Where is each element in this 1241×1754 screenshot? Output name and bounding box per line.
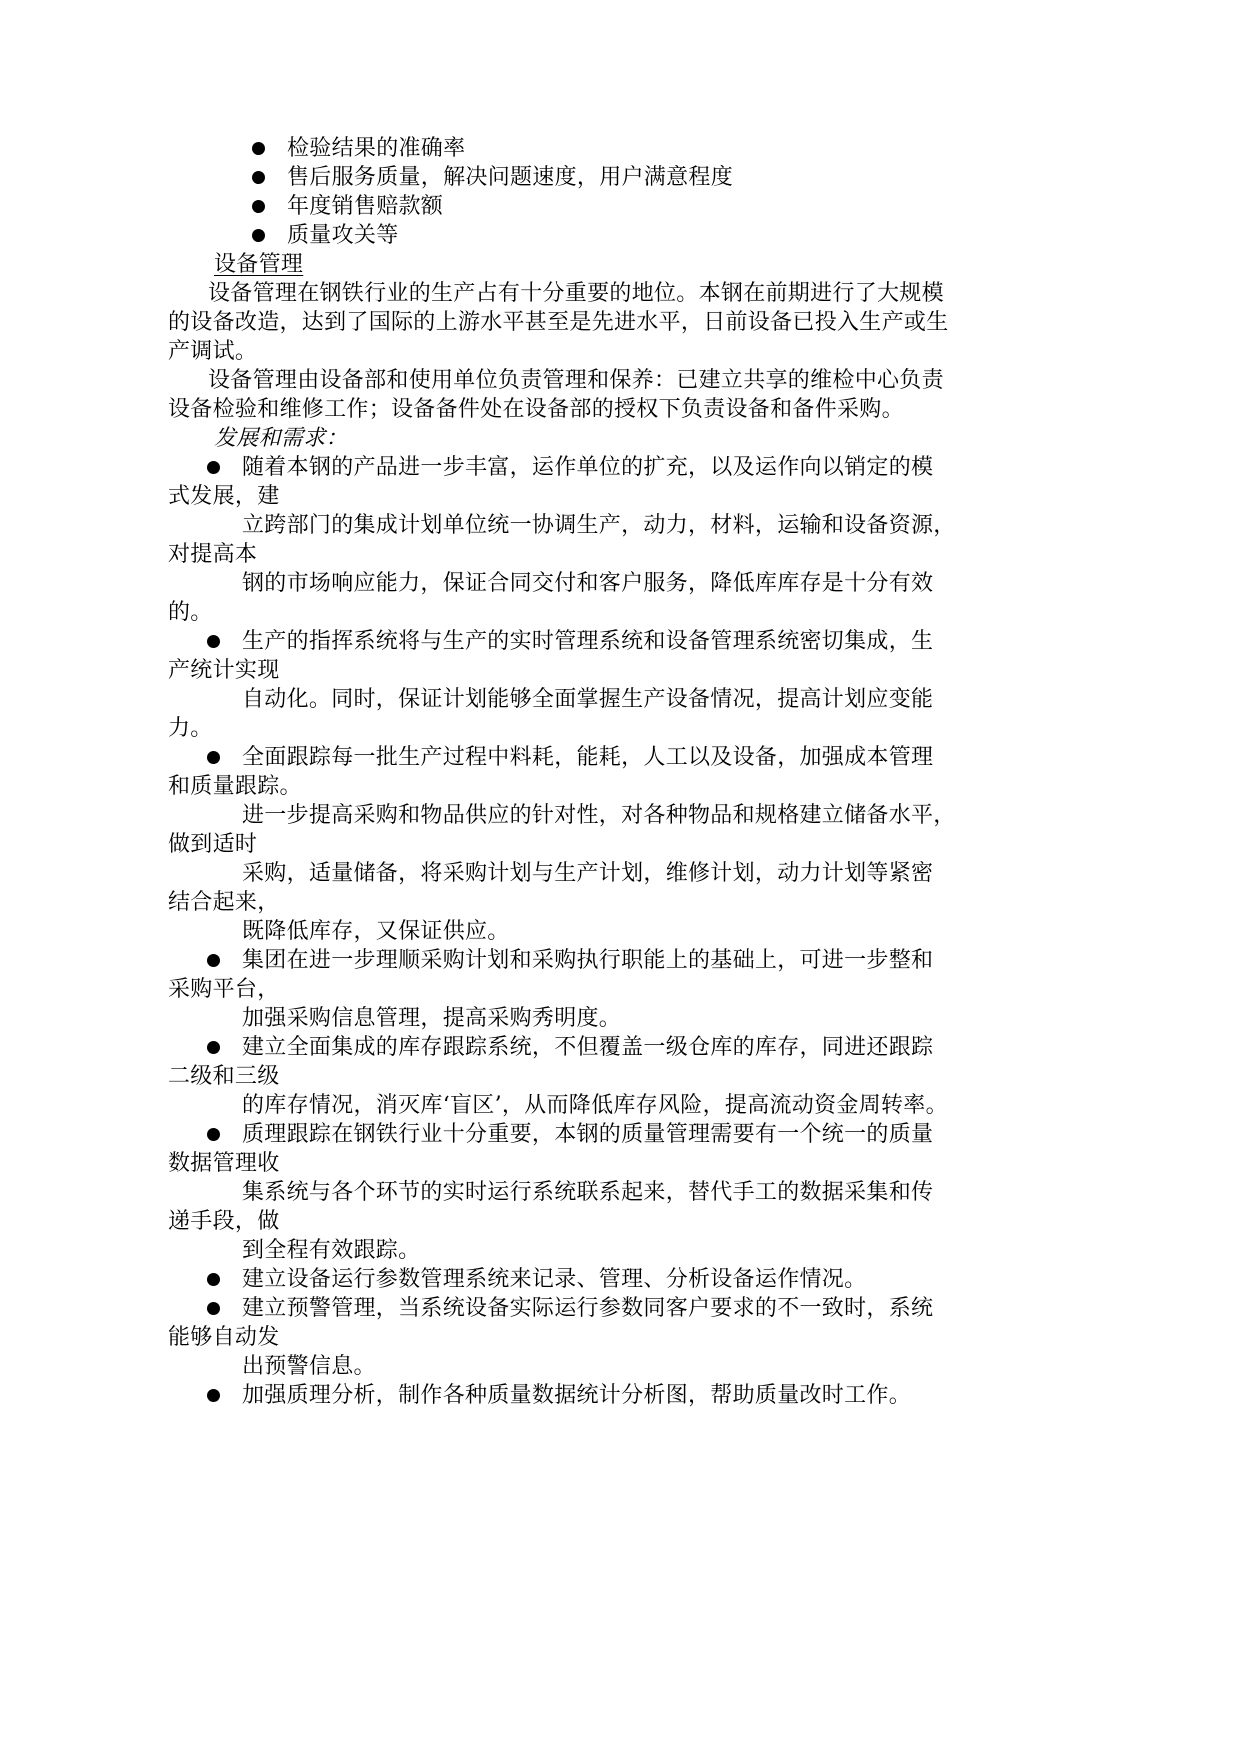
- list-item-text: 检验结果的准确率: [287, 136, 466, 161]
- list-item: [0, 946, 1241, 975]
- list-item: [0, 1294, 1241, 1323]
- list-item-text: 售后服务质量，解决问题速度，用户满意程度: [287, 165, 734, 190]
- list-item-text: 生产的指挥系统将与生产的实时管理系统和设备管理系统密切集成，生: [242, 629, 934, 654]
- list-item: [0, 221, 1241, 250]
- paragraph: [0, 279, 1241, 366]
- subheading: 发展和需求：: [214, 426, 348, 451]
- list-item-wrap-line: 产统计实现: [168, 658, 280, 683]
- bullet-icon: [207, 1041, 220, 1054]
- list-item-wrap-line: 递手段，做: [168, 1209, 280, 1234]
- paragraph-line: 设备管理在钢铁行业的生产占有十分重要的地位。本钢在前期进行了大规模: [208, 281, 944, 306]
- list-item-indented-line: 既降低库存，又保证供应。: [242, 919, 510, 944]
- list-item: [0, 627, 1241, 656]
- list-item-indented-line: 出预警信息。: [242, 1354, 376, 1379]
- list-item-indented-line: 钢的市场响应能力，保证合同交付和客户服务，降低库库存是十分有效: [242, 571, 934, 596]
- list-item-wrap-line: 对提高本: [168, 542, 258, 567]
- list-item-indented-line: 加强采购信息管理，提高采购秀明度。: [242, 1006, 622, 1031]
- list-item-indented-line: 立跨部门的集成计划单位统一协调生产，动力，材料，运输和设备资源，: [242, 513, 956, 538]
- list-item-wrap-line: 做到适时: [168, 832, 258, 857]
- needs-item: [0, 453, 1241, 627]
- needs-list: [0, 453, 1241, 1410]
- list-item-wrap-line: 二级和三级: [168, 1064, 280, 1089]
- bullet-icon: [207, 1389, 220, 1402]
- needs-item: [0, 1381, 1241, 1410]
- bullet-icon: [207, 461, 220, 474]
- list-item: [0, 134, 1241, 163]
- list-item-wrap-line: 式发展，建: [168, 484, 280, 509]
- list-item-text: 质理跟踪在钢铁行业十分重要，本钢的质量管理需要有一个统一的质量: [242, 1122, 934, 1147]
- list-item: [0, 743, 1241, 772]
- list-item: [0, 163, 1241, 192]
- needs-item: [0, 1033, 1241, 1120]
- paragraph-line: 的设备改造，达到了国际的上游水平甚至是先进水平，日前设备已投入生产或生: [168, 310, 949, 335]
- list-item-wrap-line: 数据管理收: [168, 1151, 280, 1176]
- list-item-text: 全面跟踪每一批生产过程中料耗，能耗，人工以及设备，加强成本管理: [242, 745, 934, 770]
- list-item-wrap-line: 采购平台，: [168, 977, 280, 1002]
- list-item-indented-line: 自动化。同时，保证计划能够全面掌握生产设备情况，提高计划应变能: [242, 687, 934, 712]
- list-item-indented-line: 进一步提高采购和物品供应的针对性，对各种物品和规格建立储备水平，: [242, 803, 956, 828]
- list-item: [0, 453, 1241, 482]
- list-item: [0, 1381, 1241, 1410]
- bullet-icon: [207, 1128, 220, 1141]
- document-page: [0, 134, 1241, 1410]
- paragraph-line: 设备检验和维修工作；设备备件处在设备部的授权下负责设备和备件采购。: [168, 397, 904, 422]
- bullet-icon: [207, 1273, 220, 1286]
- list-item-indented-line: 集系统与各个环节的实时运行系统联系起来，替代手工的数据采集和传: [242, 1180, 934, 1205]
- list-item: [0, 1120, 1241, 1149]
- bullet-icon: [252, 229, 265, 242]
- needs-item: [0, 743, 1241, 946]
- list-item-wrap-line: 结合起来，: [168, 890, 280, 915]
- list-item-text: 质量攻关等: [287, 223, 399, 248]
- section-heading: 设备管理: [214, 252, 304, 277]
- list-item-indented-line: 到全程有效跟踪。: [242, 1238, 421, 1263]
- bullet-icon: [252, 142, 265, 155]
- list-item-indented-line: 的库存情况，消灭库‘盲区’，从而降低库存风险，提高流动资金周转率。: [242, 1093, 948, 1118]
- list-item-text: 年度销售赔款额: [287, 194, 444, 219]
- list-item-text: 建立设备运行参数管理系统来记录、管理、分析设备运作情况。: [242, 1267, 867, 1292]
- paragraph: [0, 366, 1241, 424]
- needs-item: [0, 1265, 1241, 1294]
- list-item-text: 随着本钢的产品进一步丰富，运作单位的扩充，以及运作向以销定的模: [242, 455, 934, 480]
- quality-metrics-list: [0, 134, 1241, 250]
- bullet-icon: [252, 200, 265, 213]
- list-item-text: 加强质理分析，制作各种质量数据统计分析图，帮助质量改时工作。: [242, 1383, 912, 1408]
- list-item: [0, 192, 1241, 221]
- list-item-wrap-line: 能够自动发: [168, 1325, 280, 1350]
- list-item-text: 建立全面集成的库存跟踪系统，不但覆盖一级仓库的库存，同进还跟踪: [242, 1035, 934, 1060]
- paragraph-line: 设备管理由设备部和使用单位负责管理和保养：已建立共享的维检中心负责: [208, 368, 944, 393]
- list-item-indented-line: 采购，适量储备，将采购计划与生产计划，维修计划，动力计划等紧密: [242, 861, 934, 886]
- list-item-text: 建立预警管理，当系统设备实际运行参数同客户要求的不一致时，系统: [242, 1296, 934, 1321]
- needs-item: [0, 946, 1241, 1033]
- list-item-wrap-line: 力。: [168, 716, 213, 741]
- paragraph-line: 产调试。: [168, 339, 258, 364]
- bullet-icon: [207, 1302, 220, 1315]
- list-item-wrap-line: 和质量跟踪。: [168, 774, 302, 799]
- list-item: [0, 1265, 1241, 1294]
- needs-item: [0, 1294, 1241, 1381]
- needs-item: [0, 627, 1241, 743]
- list-item: [0, 1033, 1241, 1062]
- needs-item: [0, 1120, 1241, 1265]
- bullet-icon: [252, 171, 265, 184]
- list-item-text: 集团在进一步理顺采购计划和采购执行职能上的基础上，可进一步整和: [242, 948, 934, 973]
- bullet-icon: [207, 954, 220, 967]
- list-item-wrap-line: 的。: [168, 600, 213, 625]
- bullet-icon: [207, 751, 220, 764]
- bullet-icon: [207, 635, 220, 648]
